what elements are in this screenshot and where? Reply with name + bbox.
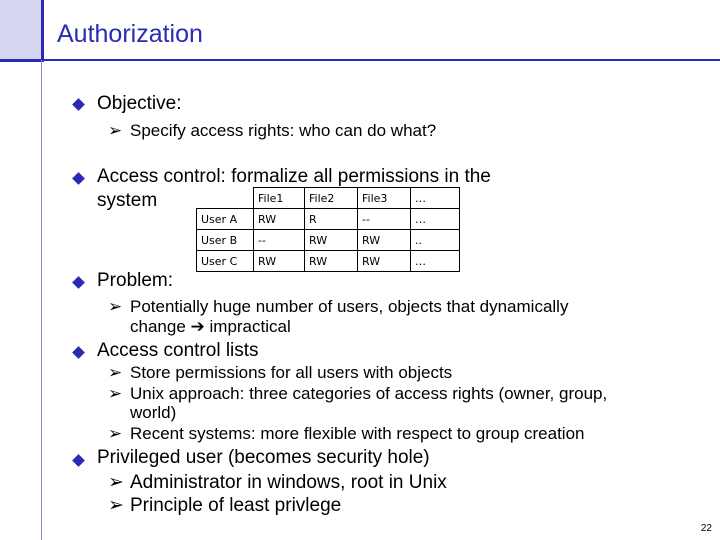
arrowhead-bullet-icon: ➢	[108, 384, 123, 404]
table-cell: RW	[254, 251, 305, 272]
arrowhead-bullet-icon: ➢	[108, 363, 123, 383]
problem-heading: Problem:	[97, 270, 174, 291]
privileged-item	[108, 494, 341, 517]
title-underline	[44, 59, 720, 61]
corner-decoration	[0, 0, 44, 62]
table-cell: --	[254, 230, 305, 251]
diamond-bullet-icon	[72, 454, 85, 467]
table-header-cell: File3	[358, 188, 411, 209]
privileged-item-text: Principle of least privlege	[130, 495, 342, 516]
problem-item-text: Potentially huge number of users, objects that dynamically	[130, 297, 569, 316]
problem-item-text-a: change	[130, 317, 186, 336]
acl-item-continuation: world)	[130, 403, 177, 422]
left-margin-line	[41, 60, 42, 540]
permission-matrix-table	[196, 187, 460, 272]
acl-item-text: Recent systems: more flexible with respect to group creation	[130, 424, 585, 443]
table-row	[197, 209, 460, 230]
table-cell: RW	[358, 251, 411, 272]
acl-item	[108, 363, 452, 383]
table-cell: RW	[305, 251, 358, 272]
objective-heading: Objective:	[97, 93, 182, 114]
right-arrow-icon: ➔	[190, 317, 205, 337]
table-row-label: User C	[197, 251, 254, 272]
table-cell: RW	[358, 230, 411, 251]
problem-item-line2	[130, 317, 291, 337]
arrowhead-bullet-icon: ➢	[108, 297, 123, 317]
arrowhead-bullet-icon: ➢	[108, 424, 123, 444]
table-cell: RW	[254, 209, 305, 230]
slide-title: Authorization	[57, 20, 203, 48]
table-cell: --	[358, 209, 411, 230]
acl-item	[108, 384, 607, 404]
table-row-label: User B	[197, 230, 254, 251]
table-header-cell: File2	[305, 188, 358, 209]
access-control-heading-line2: system	[97, 190, 158, 211]
acl-heading: Access control lists	[97, 340, 259, 361]
table-header-cell: …	[411, 188, 460, 209]
table-row	[197, 251, 460, 272]
table-row	[197, 230, 460, 251]
privileged-item-text: Administrator in windows, root in Unix	[130, 472, 447, 493]
table-cell: ..	[411, 230, 460, 251]
arrowhead-bullet-icon: ➢	[108, 494, 124, 516]
privileged-heading: Privileged user (becomes security hole)	[97, 447, 430, 468]
table-header-cell: File1	[254, 188, 305, 209]
diamond-bullet-icon	[72, 172, 85, 185]
diamond-bullet-icon	[72, 98, 85, 111]
table-row-label: User A	[197, 209, 254, 230]
objective-item-text: Specify access rights: who can do what?	[130, 121, 437, 140]
diamond-bullet-icon	[72, 276, 85, 289]
objective-item	[108, 121, 436, 141]
table-cell: R	[305, 209, 358, 230]
acl-item-text: Unix approach: three categories of access rights (owner, group,	[130, 384, 608, 403]
acl-item-text: Store permissions for all users with objects	[130, 363, 453, 382]
table-cell: RW	[305, 230, 358, 251]
problem-item-line1	[108, 297, 568, 317]
arrowhead-bullet-icon: ➢	[108, 121, 123, 141]
access-control-heading-line1: Access control: formalize all permissions in the	[97, 166, 491, 187]
arrowhead-bullet-icon: ➢	[108, 471, 124, 493]
page-number: 22	[700, 523, 712, 534]
table-cell: …	[411, 209, 460, 230]
privileged-item	[108, 471, 447, 494]
acl-item	[108, 424, 584, 444]
table-cell: …	[411, 251, 460, 272]
table-header-row	[197, 188, 460, 209]
table-corner-cell	[197, 188, 254, 209]
problem-item-text-b: impractical	[209, 317, 291, 336]
diamond-bullet-icon	[72, 346, 85, 359]
